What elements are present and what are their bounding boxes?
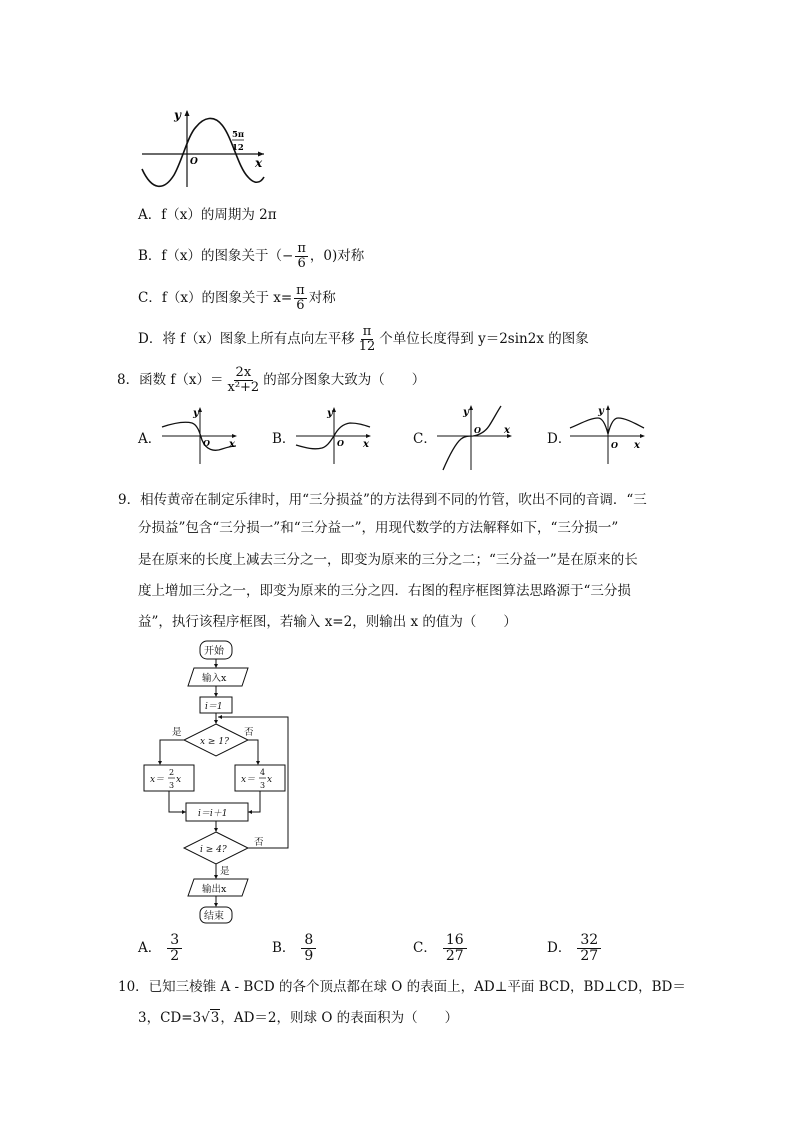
q8-graph-d-o: O bbox=[611, 440, 618, 450]
q10-sqrt: √3 bbox=[201, 1010, 220, 1026]
q8-graph-d-y: y bbox=[598, 406, 604, 417]
q7-option-d-den: 12 bbox=[358, 339, 376, 354]
q9-stem-line-5: 益”，执行该程序框图，若输入 x=2，则输出 x 的值为（ ） bbox=[138, 614, 517, 630]
q8-graph-b bbox=[294, 406, 374, 466]
flow-cond1: x ≥ 1? bbox=[200, 737, 229, 747]
q9-option-a-frac bbox=[167, 933, 182, 964]
q7-option-c-post: 对称 bbox=[308, 290, 336, 306]
flow-no-2: 否 bbox=[254, 837, 264, 848]
q7-option-d-pre: 将 f（x）图象上所有点向左平移 bbox=[162, 331, 355, 347]
q10-line-2-post: ，AD＝2，则球 O 的表面积为（ ） bbox=[220, 1010, 459, 1026]
q8-graph-d-x: x bbox=[634, 440, 640, 451]
flow-right-pre: x＝ bbox=[241, 775, 256, 785]
q8-option-d-letter: D． bbox=[547, 431, 572, 447]
q7-graph-mark-den: 12 bbox=[232, 143, 244, 153]
q7-sine-graph bbox=[138, 105, 268, 190]
q10-line-1: 10．已知三棱锥 A - BCD 的各个顶点都在球 O 的表面上，AD⊥平面 BCD，BD⊥CD，BD＝ bbox=[118, 979, 686, 995]
q9-stem-line-3: 是在原来的长度上减去三分之一，即变为原来的三分之二；“三分益一”是在原来的长 bbox=[138, 552, 638, 568]
q7-option-c-den: 6 bbox=[296, 298, 305, 313]
q7-graph-x-label: x bbox=[255, 156, 263, 170]
q9-option-c-den: 27 bbox=[445, 948, 464, 964]
q9-option-a-den: 2 bbox=[170, 948, 180, 964]
flow-input: 输入x bbox=[202, 673, 227, 684]
q8-option-a-letter: A． bbox=[138, 431, 162, 447]
flow-right-den: 3 bbox=[260, 781, 266, 790]
flow-incr: i＝i＋1 bbox=[198, 809, 228, 819]
q7-option-b-frac bbox=[295, 242, 308, 271]
flow-init: i＝1 bbox=[205, 702, 223, 712]
q8-graph-a-o: O bbox=[203, 438, 210, 448]
q9-option-a bbox=[138, 932, 182, 964]
q7-option-d bbox=[138, 325, 589, 354]
q9-option-a-letter: A． bbox=[138, 940, 162, 956]
q7-option-c-pre: f（x）的图象关于 x= bbox=[161, 290, 293, 306]
q8-pre: 函数 f（x）＝ bbox=[139, 372, 224, 388]
flow-end: 结束 bbox=[204, 911, 224, 922]
q8-number: 8． bbox=[117, 372, 140, 388]
q9-option-b-letter: B． bbox=[272, 940, 296, 956]
q7-option-c-frac bbox=[294, 284, 307, 313]
q7-option-a-letter: A． bbox=[138, 207, 162, 223]
q7-option-a bbox=[138, 205, 277, 225]
q8-graph-b-o: O bbox=[337, 438, 344, 448]
flow-left-num: 2 bbox=[169, 768, 175, 777]
q9-option-b-num: 8 bbox=[301, 933, 316, 949]
q9-stem-line-1: 9．相传黄帝在制定乐律时，用“三分损益”的方法得到不同的竹管，吹出不同的音调．“三 bbox=[118, 492, 647, 508]
q8-den: x²+2 bbox=[227, 380, 260, 395]
q8-graph-a bbox=[160, 406, 240, 466]
flow-right-var: x bbox=[267, 775, 273, 785]
q7-option-c-letter: C． bbox=[138, 290, 162, 306]
q9-option-b-den: 9 bbox=[304, 948, 314, 964]
q9-option-c bbox=[413, 932, 467, 964]
flow-no-1: 否 bbox=[244, 727, 254, 738]
flow-left-var: x bbox=[176, 775, 182, 785]
q7-option-a-text: f（x）的周期为 2π bbox=[161, 207, 277, 223]
q10-line-2 bbox=[138, 1007, 458, 1029]
q8-option-c-letter: C． bbox=[413, 431, 437, 447]
q8-graph-c-o: O bbox=[474, 425, 481, 435]
q7-option-b-den: 6 bbox=[297, 256, 306, 271]
q7-option-d-letter: D． bbox=[138, 331, 163, 347]
q9-option-d-frac bbox=[577, 933, 601, 964]
q7-option-d-post: 个单位长度得到 y＝2sin2x 的图象 bbox=[379, 331, 589, 347]
q7-option-c-num: π bbox=[296, 283, 305, 298]
q8-num: 2x bbox=[235, 365, 252, 380]
q9-option-c-num: 16 bbox=[443, 933, 467, 949]
q8-graph-a-y: y bbox=[193, 408, 199, 419]
q9-flowchart bbox=[138, 636, 298, 928]
q9-option-b-frac bbox=[301, 933, 316, 964]
q9-option-a-num: 3 bbox=[167, 933, 182, 949]
flow-yes-2: 是 bbox=[220, 866, 230, 877]
flow-left-pre: x＝ bbox=[150, 775, 165, 785]
q9-option-d-den: 27 bbox=[580, 948, 599, 964]
q7-option-b-pre: f（x）的图象关于（− bbox=[161, 248, 294, 264]
q10-sqrt-radicand: 3 bbox=[210, 1010, 220, 1026]
q8-graph-c bbox=[435, 404, 515, 472]
q8-graph-b-x: x bbox=[363, 439, 369, 450]
q8-post: 的部分图象大致为（ ） bbox=[263, 372, 426, 388]
flow-left-den: 3 bbox=[169, 781, 175, 790]
q7-graph-y-label: y bbox=[174, 108, 181, 122]
q8-graph-b-y: y bbox=[327, 408, 333, 419]
q10-line-2-pre: 3，CD=3 bbox=[138, 1010, 202, 1026]
q8-frac bbox=[226, 366, 262, 395]
flow-cond2: i ≥ 4? bbox=[200, 845, 227, 855]
q8-option-b-letter: B． bbox=[272, 431, 296, 447]
flow-yes-1: 是 bbox=[172, 727, 182, 738]
q7-graph-origin-label: O bbox=[190, 157, 198, 167]
q8-graph-a-x: x bbox=[229, 439, 235, 450]
q8-graph-d bbox=[568, 404, 648, 466]
q7-option-b-num: π bbox=[297, 241, 306, 256]
q9-stem-line-4: 度上增加三分之一，即变为原来的三分之四．右图的程序框图算法思路源于“三分损 bbox=[138, 583, 631, 599]
q9-stem-line-2: 分损益”包含“三分损一”和“三分益一”，用现代数学的方法解释如下，“三分损一” bbox=[138, 520, 619, 536]
q9-option-d-letter: D． bbox=[547, 940, 572, 956]
q9-option-c-letter: C． bbox=[413, 940, 437, 956]
flow-start: 开始 bbox=[204, 646, 224, 657]
q7-option-b-post: ，0)对称 bbox=[309, 248, 365, 264]
q9-option-d bbox=[547, 932, 601, 964]
q7-graph-mark-num: 5π bbox=[232, 130, 245, 140]
q9-option-c-frac bbox=[443, 933, 467, 964]
q7-option-c bbox=[138, 284, 336, 313]
q7-option-b-letter: B． bbox=[138, 248, 162, 264]
flow-output: 输出x bbox=[202, 884, 227, 895]
q7-option-b bbox=[138, 242, 364, 271]
q9-option-b bbox=[272, 932, 316, 964]
q8-graph-c-x: x bbox=[504, 425, 510, 436]
flow-right-num: 4 bbox=[260, 768, 266, 777]
q7-option-d-frac bbox=[357, 325, 378, 354]
q8-graph-c-y: y bbox=[463, 407, 469, 418]
q9-option-d-num: 32 bbox=[577, 933, 601, 949]
q8-stem bbox=[117, 366, 425, 395]
q7-option-d-num: π bbox=[362, 324, 372, 339]
